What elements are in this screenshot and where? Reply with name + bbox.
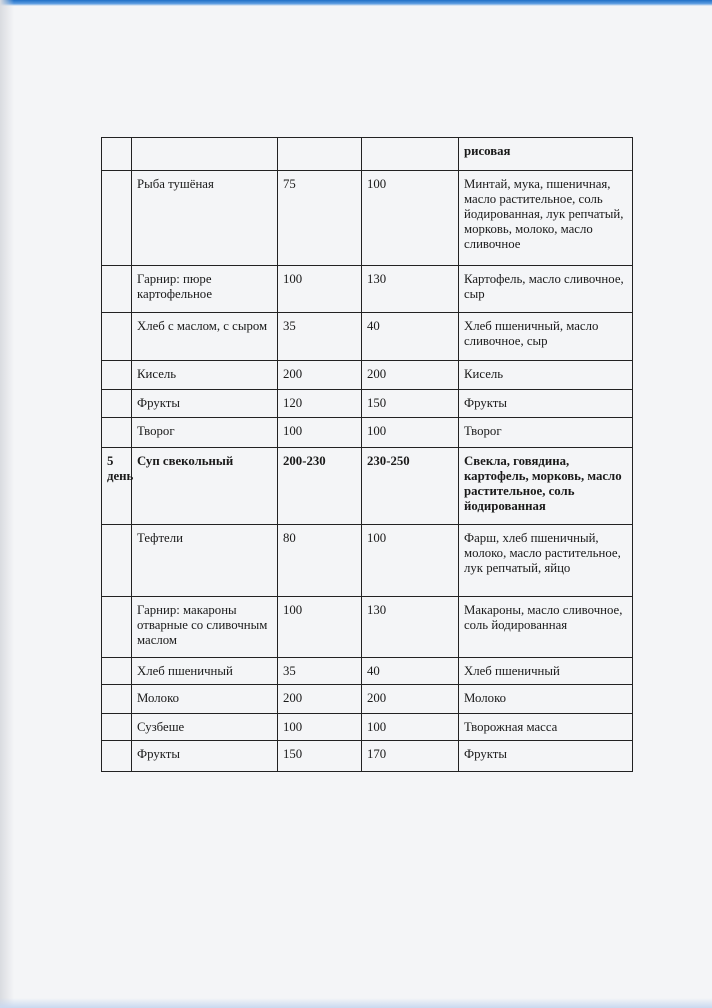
portion-small-cell: 100 [278, 418, 362, 448]
portion-large-cell: 200 [362, 361, 459, 390]
portion-large-cell: 40 [362, 658, 459, 685]
portion-large-cell: 130 [362, 597, 459, 658]
dish-cell: Суп свекольный [132, 448, 278, 525]
portion-large-cell: 100 [362, 525, 459, 597]
ingredients-cell: Фрукты [459, 390, 633, 418]
table-row [102, 448, 633, 525]
page-bottom-edge [0, 998, 712, 1008]
dish-cell: Сузбеше [132, 714, 278, 741]
day-cell [102, 741, 132, 772]
ingredients-cell: Минтай, мука, пшеничная, масло растительное, соль йодированная, лук репчатый, морковь, молоко, масло сливочное [459, 171, 633, 266]
ingredients-cell: Хлеб пшеничный [459, 658, 633, 685]
portion-small-cell: 200-230 [278, 448, 362, 525]
portion-small-cell: 75 [278, 171, 362, 266]
day-cell: 5 день [102, 448, 132, 525]
portion-large-cell: 100 [362, 171, 459, 266]
dish-cell: Хлеб с маслом, с сыром [132, 313, 278, 361]
table-row [102, 390, 633, 418]
day-cell [102, 597, 132, 658]
ingredients-cell: Фрукты [459, 741, 633, 772]
table-row [102, 418, 633, 448]
menu-table [101, 137, 633, 772]
ingredients-cell: Хлеб пшеничный, масло сливочное, сыр [459, 313, 633, 361]
day-cell [102, 714, 132, 741]
day-cell [102, 685, 132, 714]
dish-cell: Кисель [132, 361, 278, 390]
table-row [102, 685, 633, 714]
day-cell [102, 266, 132, 313]
portion-small-cell: 80 [278, 525, 362, 597]
menu-table-body [102, 138, 633, 772]
portion-small-cell: 100 [278, 714, 362, 741]
day-cell [102, 390, 132, 418]
dish-cell: Гарнир: макароны отварные со сливочным маслом [132, 597, 278, 658]
portion-small-cell: 35 [278, 313, 362, 361]
portion-small-cell: 120 [278, 390, 362, 418]
portion-large-cell [362, 138, 459, 171]
ingredients-cell: Творог [459, 418, 633, 448]
portion-small-cell: 100 [278, 597, 362, 658]
portion-large-cell: 130 [362, 266, 459, 313]
ingredients-cell: Свекла, говядина, картофель, морковь, масло растительное, соль йодированная [459, 448, 633, 525]
page-top-edge [0, 0, 712, 6]
portion-small-cell [278, 138, 362, 171]
dish-cell: Творог [132, 418, 278, 448]
dish-cell: Фрукты [132, 741, 278, 772]
table-row [102, 266, 633, 313]
portion-small-cell: 200 [278, 685, 362, 714]
portion-large-cell: 100 [362, 714, 459, 741]
portion-large-cell: 40 [362, 313, 459, 361]
dish-cell: Тефтели [132, 525, 278, 597]
dish-cell [132, 138, 278, 171]
ingredients-cell: рисовая [459, 138, 633, 171]
portion-large-cell: 100 [362, 418, 459, 448]
day-cell [102, 418, 132, 448]
table-row [102, 714, 633, 741]
day-cell [102, 658, 132, 685]
ingredients-cell: Творожная масса [459, 714, 633, 741]
portion-large-cell: 230-250 [362, 448, 459, 525]
day-cell [102, 313, 132, 361]
page-left-edge-shadow [0, 0, 14, 1008]
day-cell [102, 138, 132, 171]
table-row [102, 525, 633, 597]
dish-cell: Гарнир: пюре картофельное [132, 266, 278, 313]
table-row [102, 171, 633, 266]
dish-cell: Хлеб пшеничный [132, 658, 278, 685]
dish-cell: Фрукты [132, 390, 278, 418]
portion-small-cell: 100 [278, 266, 362, 313]
portion-small-cell: 35 [278, 658, 362, 685]
ingredients-cell: Фарш, хлеб пшеничный, молоко, масло растительное, лук репчатый, яйцо [459, 525, 633, 597]
table-row [102, 741, 633, 772]
portion-large-cell: 170 [362, 741, 459, 772]
table-row [102, 138, 633, 171]
table-row [102, 658, 633, 685]
ingredients-cell: Макароны, масло сливочное, соль йодированная [459, 597, 633, 658]
portion-large-cell: 200 [362, 685, 459, 714]
portion-small-cell: 150 [278, 741, 362, 772]
day-cell [102, 361, 132, 390]
portion-small-cell: 200 [278, 361, 362, 390]
day-cell [102, 525, 132, 597]
portion-large-cell: 150 [362, 390, 459, 418]
ingredients-cell: Картофель, масло сливочное, сыр [459, 266, 633, 313]
dish-cell: Рыба тушёная [132, 171, 278, 266]
table-row [102, 313, 633, 361]
ingredients-cell: Кисель [459, 361, 633, 390]
table-row [102, 597, 633, 658]
dish-cell: Молоко [132, 685, 278, 714]
day-cell [102, 171, 132, 266]
ingredients-cell: Молоко [459, 685, 633, 714]
table-row [102, 361, 633, 390]
